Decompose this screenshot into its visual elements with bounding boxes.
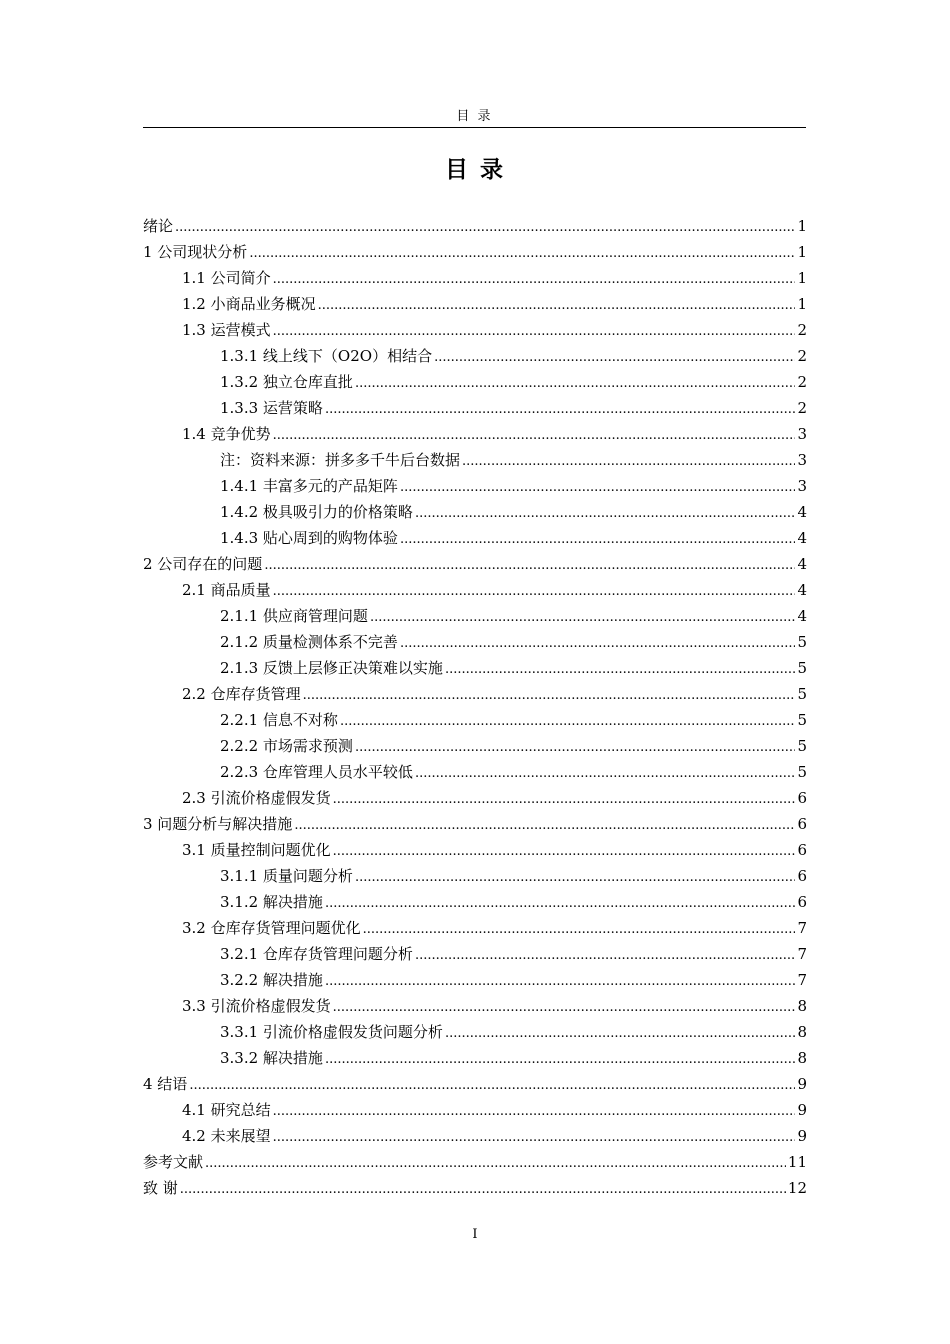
toc-entry-text: 3.2 仓库存货管理问题优化 <box>182 919 361 937</box>
dot-leader <box>205 1151 786 1177</box>
toc-entry[interactable] <box>143 785 807 811</box>
toc-entry-page: 9 <box>797 1101 807 1119</box>
dot-leader <box>189 1073 795 1099</box>
toc-entry-page: 2 <box>797 373 807 391</box>
toc-entry-page: 6 <box>797 841 807 859</box>
toc-entry[interactable] <box>143 1149 807 1175</box>
toc-entry[interactable] <box>143 1123 807 1149</box>
toc-entry-page: 3 <box>797 477 807 495</box>
toc-entry[interactable] <box>143 499 807 525</box>
toc-entry-text: 2.1.3 反馈上层修正决策难以实施 <box>220 659 443 677</box>
toc-entry-text: 1.3.2 独立仓库直批 <box>220 373 353 391</box>
toc-entry[interactable] <box>143 551 807 577</box>
toc-entry-page: 5 <box>797 685 807 703</box>
toc-entry[interactable] <box>143 811 807 837</box>
toc-entry-text: 1.3 运营模式 <box>182 321 271 339</box>
dot-leader <box>303 683 796 709</box>
toc-entry[interactable] <box>143 1045 807 1071</box>
dot-leader <box>355 865 796 891</box>
toc-entry[interactable] <box>143 837 807 863</box>
toc-entry[interactable] <box>143 395 807 421</box>
dot-leader <box>333 787 796 813</box>
toc-entry-page: 2 <box>797 347 807 365</box>
toc-entry[interactable] <box>143 655 807 681</box>
toc-entry[interactable] <box>143 1175 807 1201</box>
toc-entry-page: 4 <box>797 529 807 547</box>
dot-leader <box>363 917 796 943</box>
toc-entry-text: 1.2 小商品业务概况 <box>182 295 316 313</box>
toc-title: 目 录 <box>444 157 505 183</box>
toc-entry[interactable] <box>143 447 807 473</box>
toc-entry-page: 5 <box>797 711 807 729</box>
toc-entry-text: 4.2 未来展望 <box>182 1127 271 1145</box>
dot-leader <box>340 709 796 735</box>
toc-entry-text: 1.4.2 极具吸引力的价格策略 <box>220 503 413 521</box>
toc-entry-text: 1.1 公司简介 <box>182 269 271 287</box>
dot-leader <box>370 605 796 631</box>
dot-leader <box>273 423 796 449</box>
dot-leader <box>249 241 795 267</box>
toc-entry[interactable] <box>143 759 807 785</box>
toc-entry[interactable] <box>143 213 807 239</box>
dot-leader <box>445 1021 796 1047</box>
toc-entry-page: 8 <box>797 1049 807 1067</box>
toc-entry-page: 3 <box>797 451 807 469</box>
running-header: 目 录 <box>143 108 806 128</box>
toc-entry[interactable] <box>143 577 807 603</box>
toc-entry[interactable] <box>143 941 807 967</box>
toc-entry[interactable] <box>143 265 807 291</box>
toc-entry-text: 3.1.1 质量问题分析 <box>220 867 353 885</box>
dot-leader <box>462 449 795 475</box>
toc-entry-text: 2.3 引流价格虚假发货 <box>182 789 331 807</box>
dot-leader <box>325 891 796 917</box>
toc-entry-text: 1.4.3 贴心周到的购物体验 <box>220 529 398 547</box>
dot-leader <box>325 397 796 423</box>
toc-entry-page: 8 <box>797 1023 807 1041</box>
dot-leader <box>400 475 796 501</box>
toc-entry-page: 5 <box>797 659 807 677</box>
toc-entry[interactable] <box>143 239 807 265</box>
toc-entry-text: 2.2.2 市场需求预测 <box>220 737 353 755</box>
toc-entry[interactable] <box>143 1097 807 1123</box>
toc-entry-page: 3 <box>797 425 807 443</box>
dot-leader <box>333 995 796 1021</box>
dot-leader <box>415 761 796 787</box>
toc-entry-page: 1 <box>797 243 807 261</box>
toc-entry-text: 3.2.1 仓库存货管理问题分析 <box>220 945 413 963</box>
toc-entry-page: 11 <box>787 1153 807 1171</box>
toc-entry-text: 2.1.1 供应商管理问题 <box>220 607 368 625</box>
toc-entry[interactable] <box>143 993 807 1019</box>
toc-entry[interactable] <box>143 733 807 759</box>
toc-entry-text: 致 谢 <box>143 1179 178 1197</box>
toc-entry-text: 2 公司存在的问题 <box>143 555 263 573</box>
toc-entry-text: 1.3.3 运营策略 <box>220 399 323 417</box>
toc-entry-page: 9 <box>797 1075 807 1093</box>
toc-entry-page: 4 <box>797 581 807 599</box>
toc-entry-text: 3.1 质量控制问题优化 <box>182 841 331 859</box>
toc-entry[interactable] <box>143 343 807 369</box>
toc-entry-page: 5 <box>797 633 807 651</box>
toc-entry-page: 1 <box>797 269 807 287</box>
toc-entry-page: 6 <box>797 893 807 911</box>
toc-entry[interactable] <box>143 369 807 395</box>
toc-entry[interactable] <box>143 603 807 629</box>
toc-entry-text: 1.3.1 线上线下（O2O）相结合 <box>220 347 433 365</box>
dot-leader <box>273 579 796 605</box>
toc-entry-text: 3.1.2 解决措施 <box>220 893 323 911</box>
toc-entry-text: 4.1 研究总结 <box>182 1101 271 1119</box>
table-of-contents <box>143 213 807 1201</box>
toc-entry-page: 5 <box>797 737 807 755</box>
page-number: I <box>472 1227 478 1242</box>
toc-entry-text: 1.4 竞争优势 <box>182 425 271 443</box>
toc-entry-text: 3.3.2 解决措施 <box>220 1049 323 1067</box>
toc-entry-page: 4 <box>797 555 807 573</box>
toc-entry[interactable] <box>143 525 807 551</box>
toc-entry-text: 2.1 商品质量 <box>182 581 271 599</box>
dot-leader <box>400 527 796 553</box>
dot-leader <box>415 501 796 527</box>
toc-entry-text: 绪论 <box>143 217 174 235</box>
toc-entry-text: 1.4.1 丰富多元的产品矩阵 <box>220 477 398 495</box>
toc-entry-page: 4 <box>797 503 807 521</box>
toc-entry[interactable] <box>143 681 807 707</box>
toc-entry-text: 2.1.2 质量检测体系不完善 <box>220 633 398 651</box>
toc-entry[interactable] <box>143 629 807 655</box>
toc-entry-text: 3 问题分析与解决措施 <box>143 815 293 833</box>
toc-entry-page: 6 <box>797 789 807 807</box>
toc-entry-text: 2.2.3 仓库管理人员水平较低 <box>220 763 413 781</box>
toc-entry-text: 注：资料来源：拼多多千牛后台数据 <box>220 451 461 469</box>
toc-entry[interactable] <box>143 915 807 941</box>
toc-entry-page: 6 <box>797 815 807 833</box>
dot-leader <box>273 319 796 345</box>
dot-leader <box>445 657 796 683</box>
toc-entry-page: 2 <box>797 399 807 417</box>
dot-leader <box>355 371 796 397</box>
toc-entry-page: 7 <box>797 971 807 989</box>
dot-leader <box>400 631 796 657</box>
toc-entry-text: 3.3.1 引流价格虚假发货问题分析 <box>220 1023 443 1041</box>
dot-leader <box>294 813 795 839</box>
dot-leader <box>325 969 796 995</box>
toc-entry-page: 8 <box>797 997 807 1015</box>
toc-entry[interactable] <box>143 317 807 343</box>
toc-entry[interactable] <box>143 473 807 499</box>
toc-entry[interactable] <box>143 889 807 915</box>
dot-leader <box>325 1047 796 1073</box>
dot-leader <box>273 1099 796 1125</box>
toc-entry[interactable] <box>143 421 807 447</box>
toc-entry-page: 9 <box>797 1127 807 1145</box>
toc-entry-text: 4 结语 <box>143 1075 188 1093</box>
dot-leader <box>434 345 795 371</box>
toc-entry-page: 4 <box>797 607 807 625</box>
dot-leader <box>318 293 796 319</box>
dot-leader <box>333 839 796 865</box>
toc-entry-page: 1 <box>797 295 807 313</box>
toc-entry-page: 1 <box>797 217 807 235</box>
toc-entry[interactable] <box>143 291 807 317</box>
dot-leader <box>264 553 795 579</box>
dot-leader <box>273 267 796 293</box>
toc-entry-text: 3.2.2 解决措施 <box>220 971 323 989</box>
toc-entry[interactable] <box>143 967 807 993</box>
toc-entry[interactable] <box>143 707 807 733</box>
toc-entry-page: 2 <box>797 321 807 339</box>
toc-entry-text: 参考文献 <box>143 1153 204 1171</box>
toc-entry[interactable] <box>143 863 807 889</box>
dot-leader <box>355 735 796 761</box>
toc-entry-text: 1 公司现状分析 <box>143 243 248 261</box>
dot-leader <box>273 1125 796 1151</box>
toc-entry-page: 6 <box>797 867 807 885</box>
toc-entry-page: 12 <box>787 1179 807 1197</box>
toc-entry[interactable] <box>143 1019 807 1045</box>
dot-leader <box>180 1177 786 1203</box>
dot-leader <box>415 943 796 969</box>
toc-entry-page: 7 <box>797 919 807 937</box>
toc-entry-text: 2.2.1 信息不对称 <box>220 711 338 729</box>
dot-leader <box>175 215 795 241</box>
toc-entry-text: 3.3 引流价格虚假发货 <box>182 997 331 1015</box>
toc-entry-page: 7 <box>797 945 807 963</box>
toc-entry[interactable] <box>143 1071 807 1097</box>
toc-entry-text: 2.2 仓库存货管理 <box>182 685 301 703</box>
toc-entry-page: 5 <box>797 763 807 781</box>
